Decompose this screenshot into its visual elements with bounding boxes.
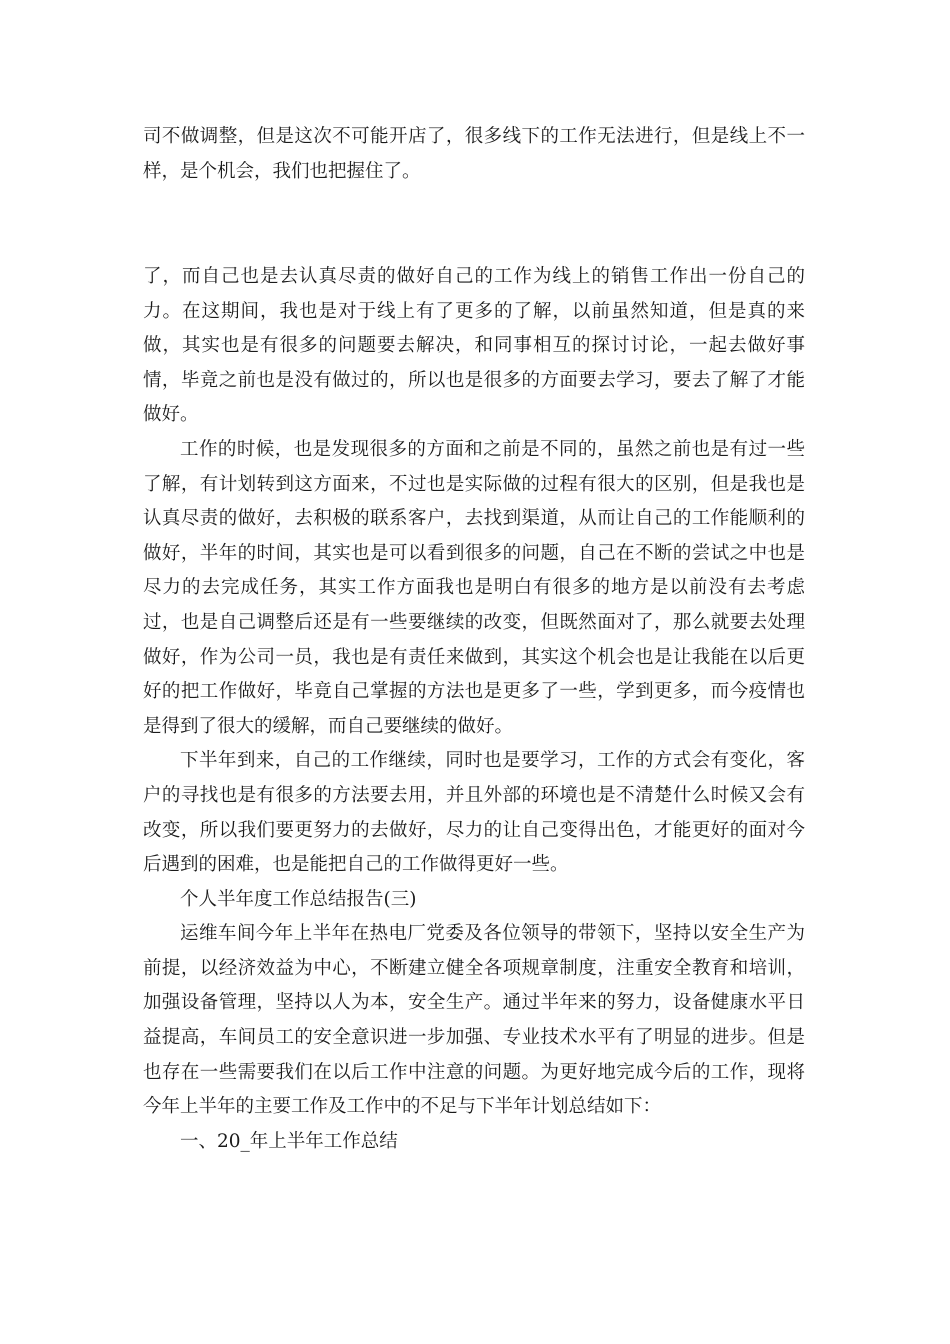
paragraph-second-half-plan: 下半年到来，自己的工作继续，同时也是要学习，工作的方式会有变化，客户的寻找也是有很多的方法要去用，并且外部的环境也是不清楚什么时候又会有改变，所以我们要更努力的去做好，尽力的让自己变得出色，才能更好的面对今后遇到的困难，也是能把自己的工作做得更好一些。 [143,750,805,876]
paragraph-continuation: 了，而自己也是去认真尽责的做好自己的工作为线上的销售工作出一份自己的力。在这期间，我也是对于线上有了更多的了解，以前虽然知道，但是真的来做，其实也是有很多的问题要去解决，和同事相互的探讨讨论，一起去做好事情，毕竟之前也是没有做过的，所以也是很多的方面要去学习，要去了解了才能做好。 [143,266,805,426]
text-block-top [143,120,805,189]
paragraph-continuation-top: 司不做调整，但是这次不可能开店了，很多线下的工作无法进行，但是线上不一样，是个机会，我们也把握住了。 [143,126,805,182]
paragraph-report-intro: 运维车间今年上半年在热电厂党委及各位领导的带领下，坚持以安全生产为前提，以经济效益为中心，不断建立健全各项规章制度，注重安全教育和培训，加强设备管理，坚持以人为本，安全生产。通过半年来的努力，设备健康水平日益提高，车间员工的安全意识进一步加强、专业技术水平有了明显的进步。但是也存在一些需要我们在以后工作中注意的问题。为更好地完成今后的工作，现将今年上半年的主要工作及工作中的不足与下半年计划总结如下： [143,923,805,1118]
text-block-main [143,260,805,1159]
paragraph-work-experience: 工作的时候，也是发现很多的方面和之前是不同的，虽然之前也是有过一些了解，有计划转到这方面来，不过也是实际做的过程有很大的区别，但是我也是认真尽责的做好，去积极的联系客户，去找到渠道，从而让自己的工作能顺利的做好，半年的时间，其实也是可以看到很多的问题，自己在不断的尝试之中也是尽力的去完成任务，其实工作方面我也是明白有很多的地方是以前没有去考虑过，也是自己调整后还是有一些要继续的改变，但既然面对了，那么就要去处理做好，作为公司一员，我也是有责任来做到，其实这个机会也是让我能在以后更好的把工作做好，毕竟自己掌握的方法也是更多了一些，学到更多，而今疫情也是得到了很大的缓解，而自己要继续的做好。 [143,438,805,737]
section-title: 个人半年度工作总结报告(三) [180,888,417,910]
section-heading: 一、20_年上半年工作总结 [180,1130,398,1152]
